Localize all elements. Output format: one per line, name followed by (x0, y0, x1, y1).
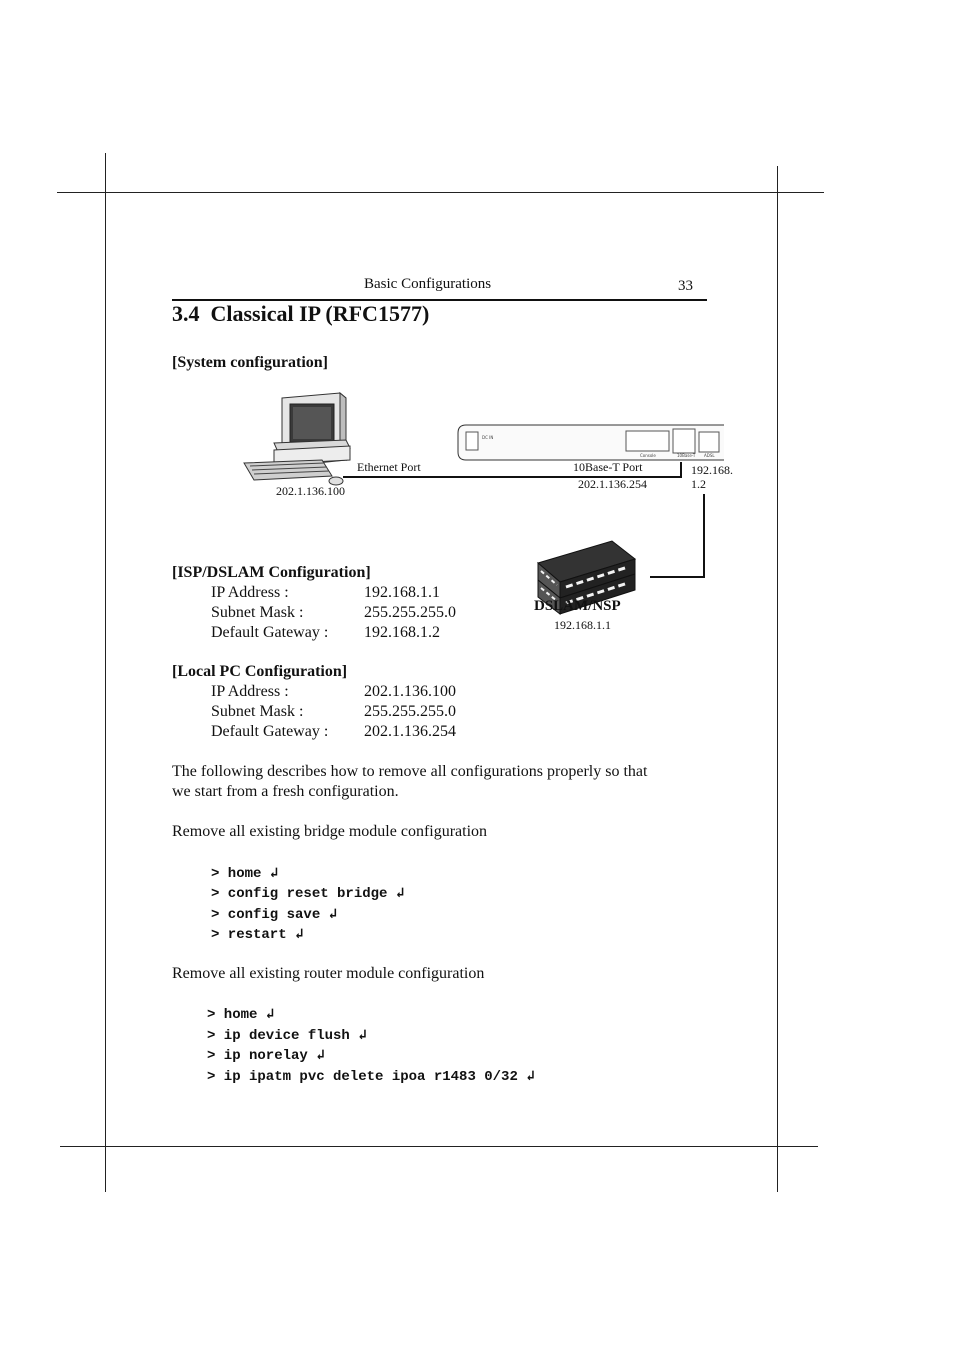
isp-gateway-key: Default Gateway : (211, 624, 329, 641)
modem-ip-line2: 1.2 (691, 477, 706, 491)
modem-ip-line1: 192.168. (691, 463, 733, 477)
pc-gateway-value: 202.1.136.254 (364, 723, 456, 740)
isp-ip-value: 192.168.1.1 (364, 584, 440, 601)
bridge-command: > config save ↲ (211, 907, 338, 923)
base-t-ip-label: 202.1.136.254 (578, 477, 647, 491)
pc-ip-key: IP Address : (211, 683, 289, 700)
bridge-command: > config reset bridge ↲ (211, 886, 405, 902)
svg-text:10Base-T: 10Base-T (677, 453, 696, 458)
svg-text:Console: Console (640, 453, 656, 458)
svg-text:DC IN: DC IN (482, 435, 494, 440)
section-title: 3.4 Classical IP (RFC1577) (172, 301, 430, 326)
bridge-command: > restart ↲ (211, 927, 304, 943)
pc-gateway-key: Default Gateway : (211, 723, 329, 740)
adsl-line (650, 494, 704, 577)
isp-mask-key: Subnet Mask : (211, 604, 304, 621)
intro-paragraph (172, 762, 712, 802)
bridge-instruction: Remove all existing bridge module configuration (172, 823, 488, 840)
dslam-label: DSLAM/NSP (534, 598, 621, 614)
base-t-port-label: 10Base-T Port (573, 460, 643, 474)
isp-gateway-value: 192.168.1.2 (364, 624, 440, 641)
dslam-ip-label: 192.168.1.1 (554, 618, 611, 632)
bridge-command: > home ↲ (211, 866, 279, 882)
intro-line-1: The following describes how to remove all configurations properly so that (172, 763, 648, 780)
pc-mask-value: 255.255.255.0 (364, 703, 456, 720)
isp-dslam-heading: [ISP/DSLAM Configuration] (172, 564, 371, 581)
router-command: > ip device flush ↲ (207, 1028, 367, 1044)
svg-text:ADSL: ADSL (704, 453, 715, 458)
router-instruction: Remove all existing router module configuration (172, 965, 485, 982)
pc-mask-key: Subnet Mask : (211, 703, 304, 720)
pc-ip-value: 202.1.136.100 (364, 683, 456, 700)
router-command: > home ↲ (207, 1007, 275, 1023)
network-diagram (0, 0, 954, 650)
crop-mark-bottom (60, 1146, 818, 1147)
pc-ip-label: 202.1.136.100 (276, 484, 345, 498)
pc-computer-icon (244, 393, 350, 485)
ethernet-port-label: Ethernet Port (357, 460, 421, 474)
modem-device-icon (458, 425, 724, 460)
page-number: 33 (678, 278, 693, 294)
running-title: Basic Configurations (364, 276, 492, 292)
system-config-heading: [System configuration] (172, 354, 328, 371)
isp-ip-key: IP Address : (211, 584, 289, 601)
intro-line-2: we start from a fresh configuration. (172, 783, 399, 800)
isp-mask-value: 255.255.255.0 (364, 604, 456, 621)
local-pc-heading: [Local PC Configuration] (172, 663, 348, 680)
router-command: > ip ipatm pvc delete ipoa r1483 0/32 ↲ (207, 1069, 535, 1085)
router-command: > ip norelay ↲ (207, 1048, 325, 1064)
